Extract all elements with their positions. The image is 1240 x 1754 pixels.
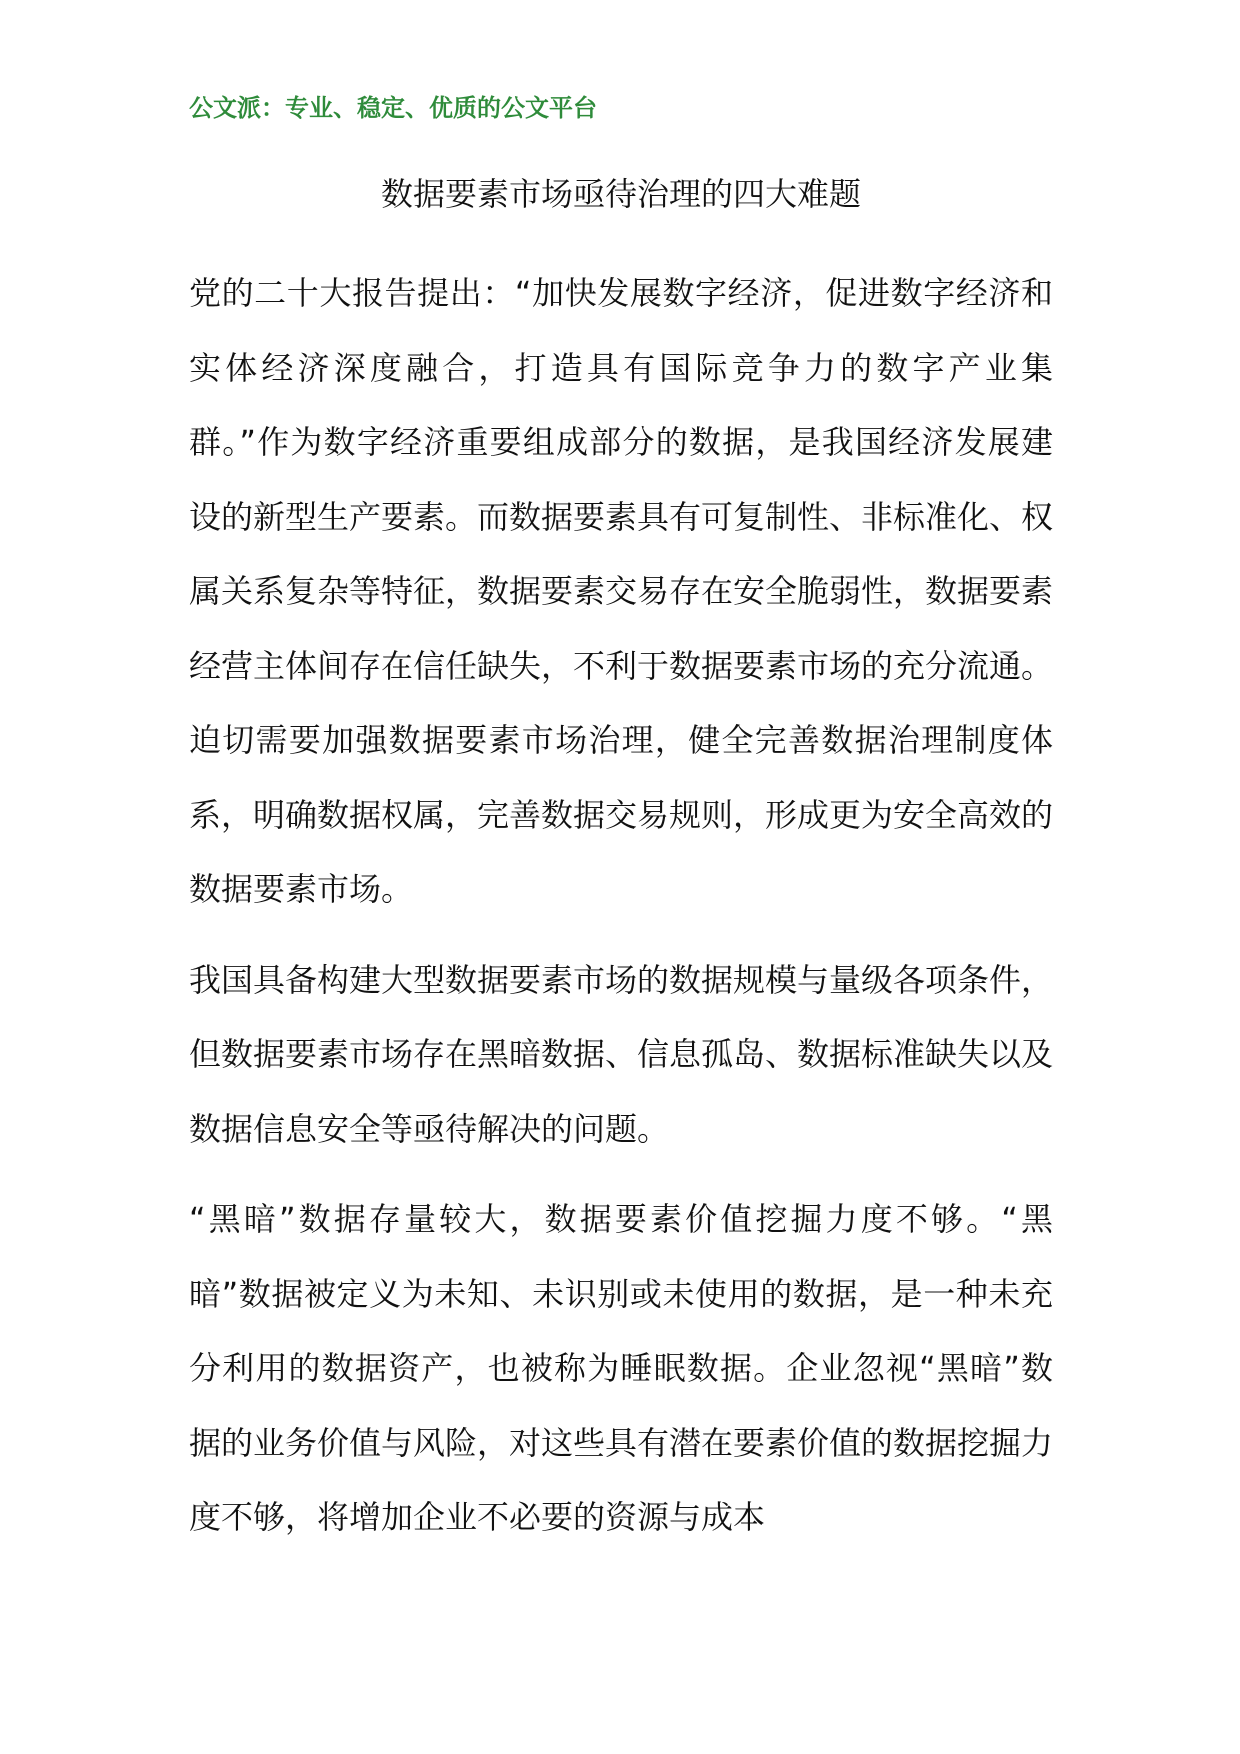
document-body — [189, 256, 1053, 1571]
paragraph-3: “黑暗”数据存量较大，数据要素价值挖掘力度不够。“黑暗”数据被定义为未知、未识别或未使用的数据，是一种未充分利用的数据资产，也被称为睡眠数据。企业忽视“黑暗”数据的业务价值与风险，对这些具有潜在要素价值的数据挖掘力度不够，将增加企业不必要的资源与成本 — [189, 1200, 1054, 1536]
site-tagline: 公文派：专业、稳定、优质的公文平台 — [189, 94, 597, 122]
paragraph-1: 党的二十大报告提出：“加快发展数字经济，促进数字经济和实体经济深度融合，打造具有国际竞争力的数字产业集群。”作为数字经济重要组成部分的数据，是我国经济发展建设的新型生产要素。而数据要素具有可复制性、非标准化、权属关系复杂等特征，数据要素交易存在安全脆弱性，数据要素经营主体间存在信任缺失，不利于数据要素市场的充分流通。迫切需要加强数据要素市场治理，健全完善数据治理制度体系，明确数据权属，完善数据交易规则，形成更为安全高效的数据要素市场。 — [189, 274, 1054, 908]
document-title: 数据要素市场亟待治理的四大难题 — [380, 175, 861, 213]
paragraph-2: 我国具备构建大型数据要素市场的数据规模与量级各项条件，但数据要素市场存在黑暗数据、信息孤岛、数据标准缺失以及数据信息安全等亟待解决的问题。 — [189, 960, 1054, 1148]
